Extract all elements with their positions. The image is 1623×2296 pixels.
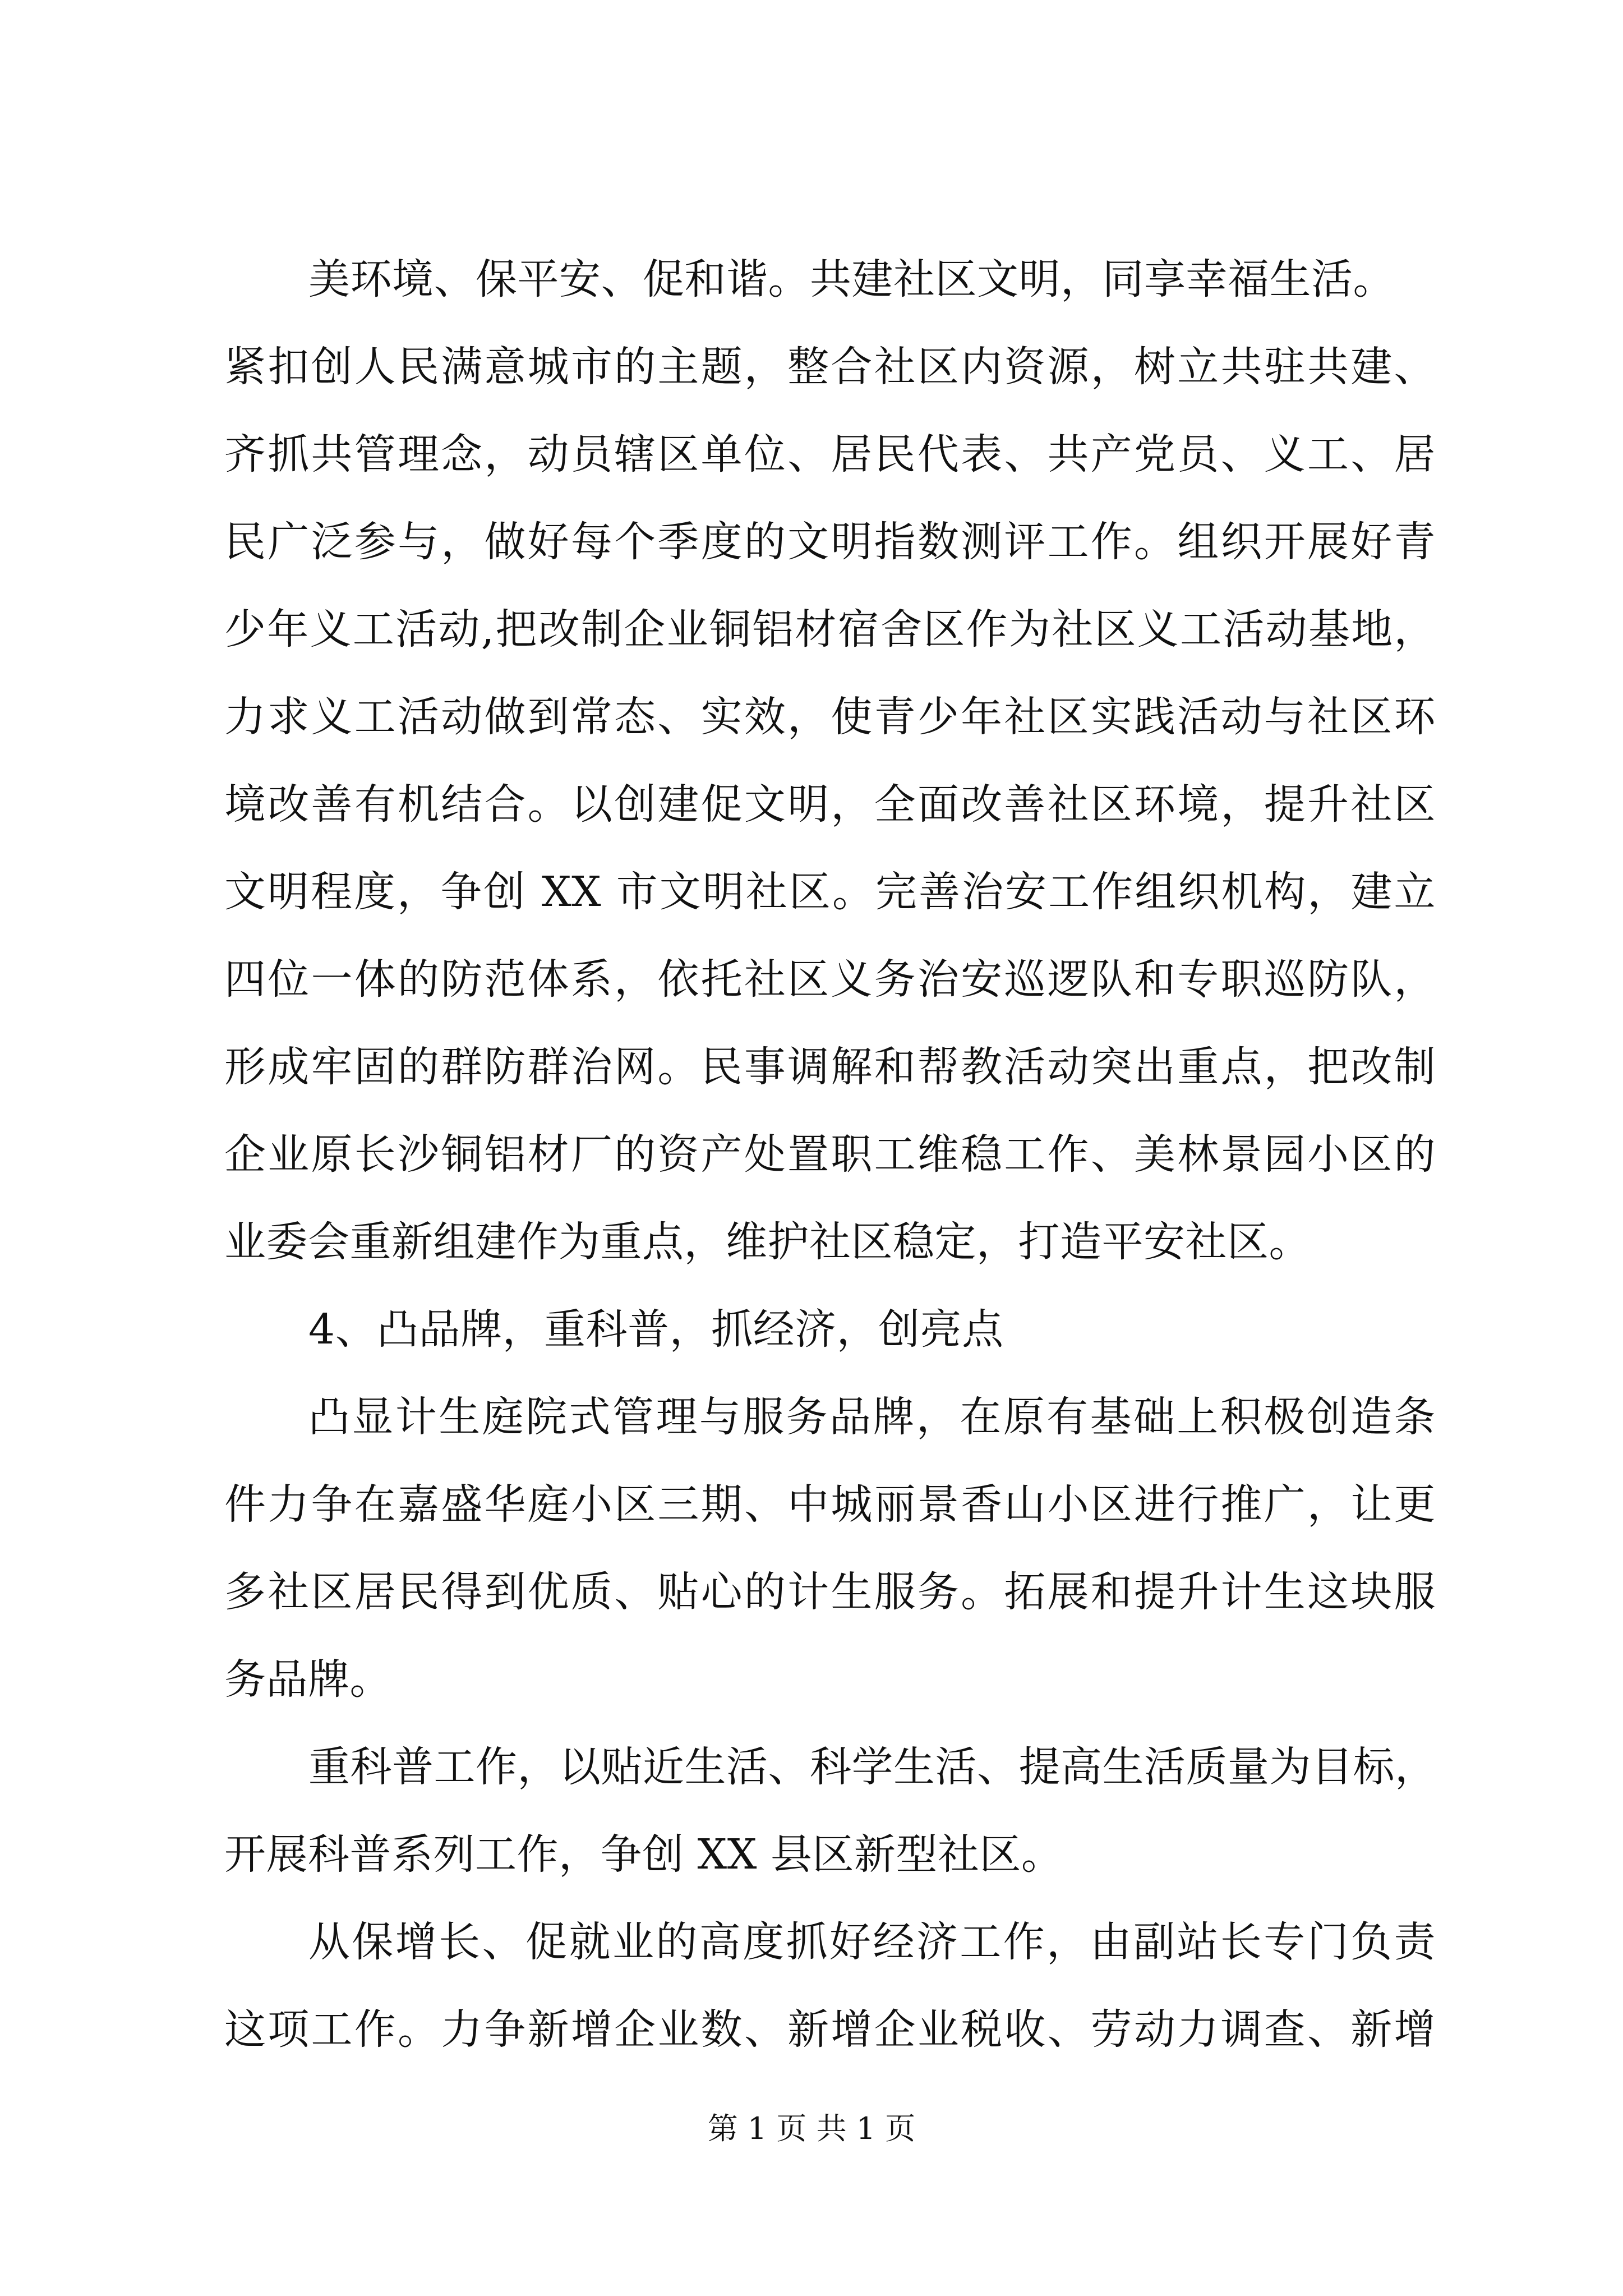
- text-line: 从保增长、促就业的高度抓好经济工作，由副站长专门负责: [308, 1918, 1436, 1966]
- text-line: 重科普工作，以贴近生活、科学生活、提高生活质量为目标，: [308, 1743, 1437, 1791]
- text-line: 民广泛参与，做好每个季度的文明指数测评工作。组织开展好青: [224, 518, 1436, 566]
- document-body: [224, 236, 1436, 2073]
- text-line: 力求义工活动做到常态、实效，使青少年社区实践活动与社区环: [224, 693, 1436, 741]
- text-line: 美环境、保平安、促和谐。共建社区文明，同享幸福生活。: [308, 255, 1395, 303]
- section-heading: 4、凸品牌，重科普，抓经济，创亮点: [308, 1305, 1004, 1354]
- text-line: 件力争在嘉盛华庭小区三期、中城丽景香山小区进行推广，让更: [224, 1480, 1436, 1529]
- text-line: 多社区居民得到优质、贴心的计生服务。拓展和提升计生这块服: [224, 1568, 1436, 1616]
- text-line: 齐抓共管理念，动员辖区单位、居民代表、共产党员、义工、居: [224, 430, 1436, 478]
- text-line: 业委会重新组建作为重点，维护社区稳定，打造平安社区。: [224, 1218, 1311, 1266]
- page-footer: 第 1 页 共 1 页: [707, 2111, 916, 2146]
- text-line: 务品牌。: [224, 1655, 391, 1704]
- text-line: 文明程度，争创 XX 市文明社区。完善治安工作组织机构，建立: [224, 868, 1436, 916]
- text-line: 紧扣创人民满意城市的主题，整合社区内资源，树立共驻共建、: [224, 343, 1436, 391]
- text-line: 开展科普系列工作，争创 XX 县区新型社区。: [224, 1830, 1063, 1879]
- text-line: 凸显计生庭院式管理与服务品牌，在原有基础上积极创造条: [308, 1393, 1436, 1441]
- text-line: 形成牢固的群防群治网。民事调解和帮教活动突出重点，把改制: [224, 1043, 1436, 1091]
- text-line: 这项工作。力争新增企业数、新增企业税收、劳动力调查、新增: [224, 2005, 1436, 2054]
- text-line: 境改善有机结合。以创建促文明，全面改善社区环境，提升社区: [224, 780, 1436, 829]
- text-line: 企业原长沙铜铝材厂的资产处置职工维稳工作、美林景园小区的: [224, 1130, 1436, 1179]
- text-line: 四位一体的防范体系，依托社区义务治安巡逻队和专职巡防队，: [224, 955, 1436, 1004]
- text-line: 少年义工活动,把改制企业铜铝材宿舍区作为社区义工活动基地，: [224, 605, 1436, 654]
